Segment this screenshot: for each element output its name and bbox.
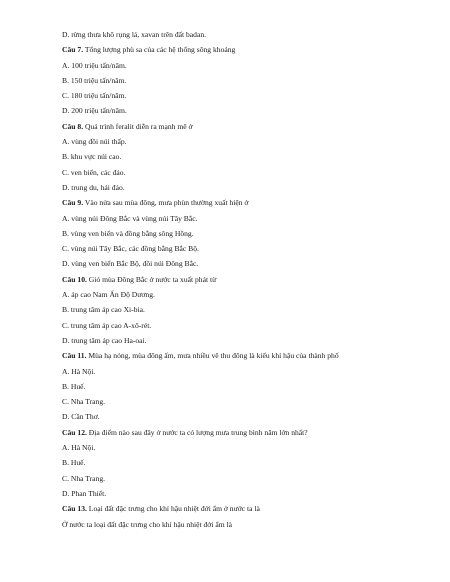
answer-option-text: A. áp cao Nam Ấn Độ Dương.: [62, 290, 155, 300]
answer-option-text: C. ven biển, các đảo.: [62, 167, 126, 177]
answer-option: [62, 471, 432, 486]
answer-option-text: D. rừng thưa khô rụng lá, xavan trên đất badan.: [62, 30, 207, 39]
answer-option-text: B. trung tâm áp cao Xi-bia.: [62, 305, 145, 315]
answer-option: [62, 241, 432, 256]
question-number: Câu 8.: [62, 121, 84, 131]
answer-option: [62, 226, 432, 241]
question-number: Câu 10.: [62, 274, 87, 284]
answer-option: [62, 394, 432, 409]
question-number: Câu 11.: [62, 351, 87, 361]
answer-option-text: Ở nước ta loại đất đặc trưng cho khí hậu nhiệt đới ẩm là: [62, 519, 232, 529]
answer-option-text: C. Nha Trang.: [62, 397, 106, 407]
answer-option-text: A. Hà Nội.: [62, 443, 96, 453]
question-text: Vào nửa sau mùa đông, mưa phùn thường xuất hiện ở: [83, 198, 249, 208]
answer-option-text: B. 150 triệu tấn/năm.: [62, 75, 127, 85]
answer-option: [62, 180, 432, 195]
answer-option: [62, 27, 432, 42]
question-number: Câu 12.: [62, 427, 87, 437]
question-line: [62, 195, 432, 210]
answer-option-text: B. Huế.: [62, 381, 86, 391]
answer-option-text: A. Hà Nội.: [62, 366, 96, 376]
question-text: Địa điểm nào sau đây ở nước ta có lượng mưa trung bình năm lớn nhất?: [86, 427, 308, 437]
answer-option: [62, 440, 432, 455]
answer-option-text: C. vùng núi Tây Bắc, các đồng bằng Bắc Bộ.: [62, 244, 199, 254]
answer-option-text: D. trung du, hải đảo.: [62, 182, 125, 192]
question-line: [62, 119, 432, 134]
answer-option: [62, 211, 432, 226]
answer-option: [62, 379, 432, 394]
question-text: Quá trình feralit diễn ra mạnh mẽ ở: [83, 121, 193, 131]
question-line: [62, 425, 432, 440]
question-number: Câu 9.: [62, 198, 84, 208]
answer-option-text: A. vùng núi Đông Bắc và vùng núi Tây Bắc.: [62, 213, 198, 223]
answer-option: [62, 103, 432, 118]
question-text: Tổng lượng phù sa của các hệ thống sông khoảng: [83, 45, 236, 55]
answer-option-text: D. vùng ven biển Bắc Bộ, đồi núi Đông Bắc.: [62, 259, 199, 269]
answer-option-text: D. 200 triệu tấn/năm.: [62, 106, 127, 116]
answer-option-text: A. vùng đồi núi thấp.: [62, 137, 127, 147]
answer-option: [62, 517, 432, 532]
answer-option: [62, 455, 432, 470]
answer-option: [62, 256, 432, 271]
question-text: Mùa hạ nóng, mùa đông ấm, mưa nhiều vê thu đông là kiểu khí hậu của thành phố: [86, 351, 339, 361]
answer-option-text: C. trung tâm áp cao A-xô-rét.: [62, 320, 152, 330]
answer-option: [62, 333, 432, 348]
answer-option-text: D. Cần Thơ.: [62, 412, 100, 422]
question-line: [62, 348, 432, 363]
answer-option: [62, 134, 432, 149]
answer-option: [62, 58, 432, 73]
answer-option-text: A. 100 triệu tấn/năm.: [62, 60, 127, 70]
answer-option-text: B. Huế.: [62, 458, 86, 468]
answer-option-text: B. khu vực núi cao.: [62, 152, 122, 162]
question-number: Câu 13.: [62, 504, 87, 514]
answer-option: [62, 165, 432, 180]
answer-option-text: C. 180 triệu tấn/năm.: [62, 91, 127, 101]
answer-option-text: B. vùng ven biển và đồng bằng sông Hồng.: [62, 228, 194, 238]
answer-option: [62, 409, 432, 424]
answer-option: [62, 318, 432, 333]
question-line: [62, 272, 432, 287]
answer-option: [62, 73, 432, 88]
answer-option: [62, 149, 432, 164]
document-body: [62, 27, 432, 532]
question-text: Loại đất đặc trưng cho khí hậu nhiệt đới ẩm ở nước ta là: [86, 504, 260, 514]
answer-option-text: D. Phan Thiết.: [62, 488, 107, 498]
question-text: Gió mùa Đông Bắc ở nước ta xuất phát từ: [86, 274, 217, 284]
answer-option: [62, 302, 432, 317]
answer-option: [62, 364, 432, 379]
answer-option-text: D. trung tâm áp cao Ha-oai.: [62, 335, 147, 345]
answer-option-text: C. Nha Trang.: [62, 473, 106, 483]
question-line: [62, 501, 432, 516]
answer-option: [62, 287, 432, 302]
answer-option: [62, 486, 432, 501]
question-line: [62, 42, 432, 57]
question-number: Câu 7.: [62, 45, 84, 55]
answer-option: [62, 88, 432, 103]
